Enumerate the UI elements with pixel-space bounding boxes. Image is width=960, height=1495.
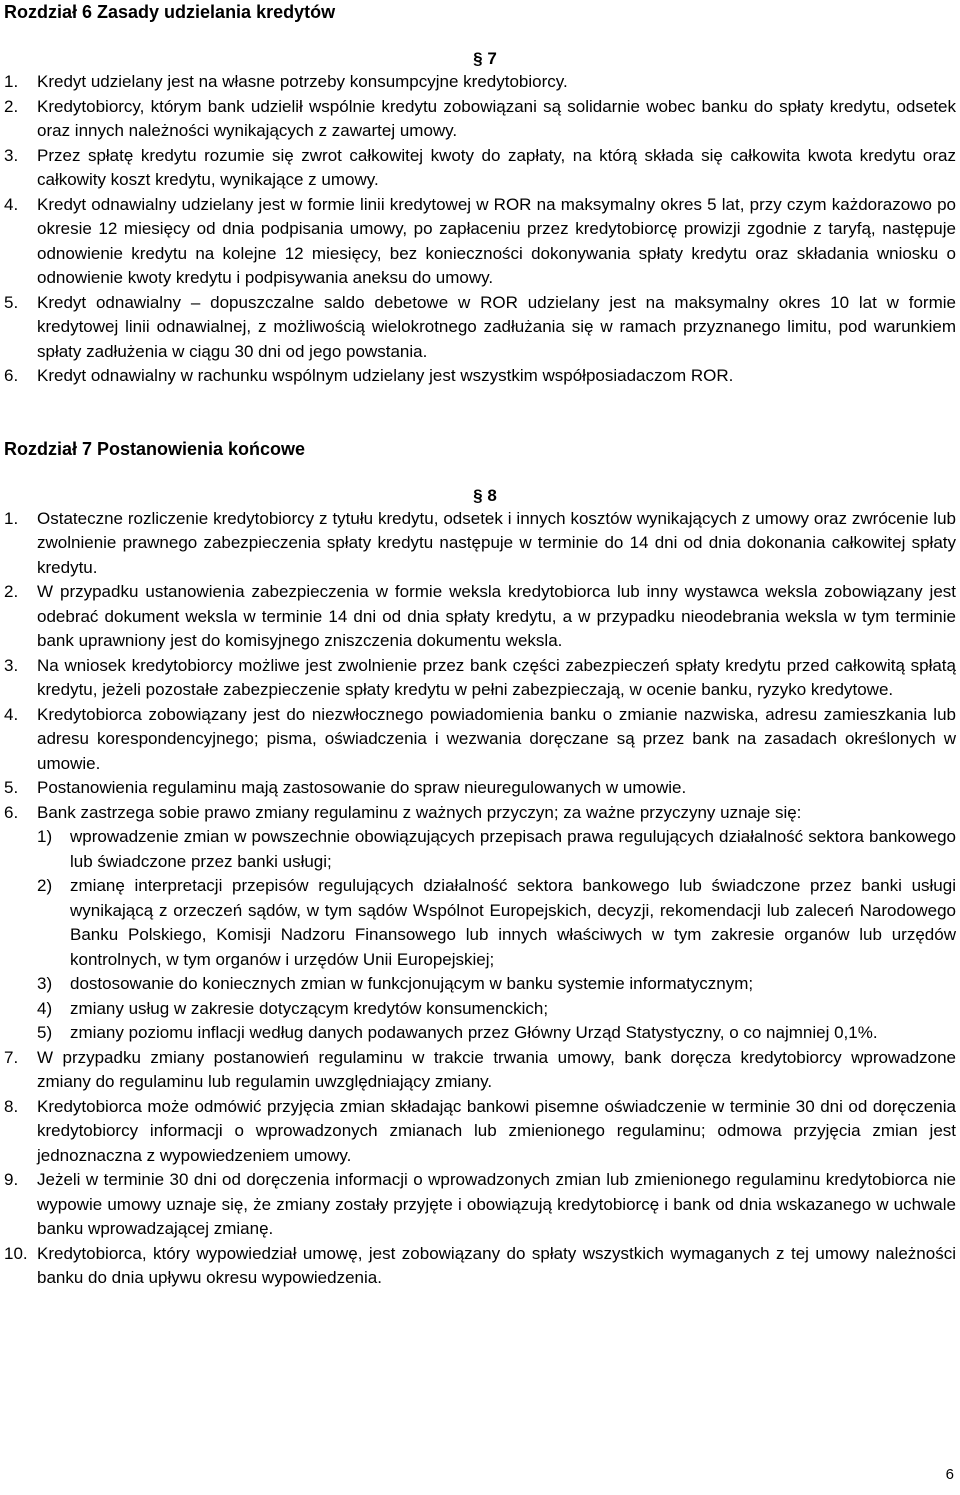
clause-text: Przez spłatę kredytu rozumie się zwrot całkowitej kwoty do zapłaty, na którą składa się całkowita kwota kredytu oraz całkowity koszt kredytu, wynikające z umowy. xyxy=(37,145,956,189)
section-7-number xyxy=(4,48,956,70)
chapter-7-title: Rozdział 7 Postanowienia końcowe xyxy=(4,438,306,459)
section-sign: § xyxy=(473,485,488,505)
clause-number: 5. xyxy=(4,292,19,312)
reason-item xyxy=(37,1021,956,1046)
clause-text: W przypadku ustanowienia zabezpieczenia w formie weksla kredytobiorca lub inny wystawca weksla zobowiązany jest odebrać dokument weksla w terminie 14 dni od dnia spłaty kredytu, a w przypadku nieodebrania weksla w tym terminie bank uprawniony jest do komisyjnego zniszczenia dokumentu weksla. xyxy=(37,582,956,650)
clause-7-7 xyxy=(4,1046,956,1095)
reason-text: zmiany usług w zakresie dotyczącym kredytów konsumenckich; xyxy=(70,998,549,1018)
clause-7-4 xyxy=(4,703,956,777)
chapter-7-clauses xyxy=(4,507,956,1291)
reason-number: 2) xyxy=(37,876,53,895)
reason-text: wprowadzenie zmian w powszechnie obowiązujących przepisach prawa regulujących działalność sektora bankowego lub świadczone przez banki usługi; xyxy=(70,827,956,871)
clause-number: 8. xyxy=(4,1096,19,1116)
clause-number: 5. xyxy=(4,778,19,797)
clause-6-2 xyxy=(4,95,956,144)
clause-text: Kredytobiorca może odmówić przyjęcia zmian składając bankowi pisemne oświadczenie w terminie 30 dni od doręczenia kredytobiorcy informacji o wprowadzonych zmianach lub zmienionego regulaminu; odmowa przyjęcia zmian jest jednoznaczna z wypowiedzeniem umowy. xyxy=(37,1096,956,1165)
clause-7-3 xyxy=(4,654,956,703)
clause-7-1 xyxy=(4,507,956,581)
chapter-6-clauses xyxy=(4,70,956,389)
clause-text: Kredytobiorca, który wypowiedział umowę, jest zobowiązany do spłaty wszystkich wymaganych z tej umowy należności banku do dnia upływu okresu wypowiedzenia. xyxy=(37,1243,956,1287)
clause-7-5 xyxy=(4,776,956,801)
clause-number: 4. xyxy=(4,704,19,724)
clause-text: Ostateczne rozliczenie kredytobiorcy z tytułu kredytu, odsetek i innych kosztów wynikających z umowy oraz zwrócenie lub zwolnienie prawnego zabezpieczenia spłaty kredytu następuje w terminie do 14 dni od dnia dokonania całkowitej spłaty kredytu. xyxy=(37,508,956,577)
section-8-number xyxy=(4,485,956,507)
reason-text: dostosowanie do koniecznych zmian w funkcjonującym w banku systemie informatycznym; xyxy=(70,974,754,993)
reason-text: zmianę interpretacji przepisów regulujących działalność sektora bankowego lub świadczone przez banki usługi wynikającą z orzeczeń sądów, w tym sądów Wspólnot Europejskich, decyzji, rekomendacji lub zaleceń Narodowego Banku Polskiego, Komisji Nadzoru Finansowego lub innych właściwych w tym zakresie organów lub urzędów kontrolnych, w tym organów i urzędów Unii Europejskiej; xyxy=(70,876,956,969)
reason-item xyxy=(37,874,956,972)
clause-text: Kredytobiorcy, którym bank udzielił wspólnie kredytu zobowiązani są solidarnie wobec banku do spłaty kredytu, odsetek oraz innych należności wynikających z zawartej umowy. xyxy=(37,96,956,140)
clause-text: Jeżeli w terminie 30 dni od doręczenia informacji o wprowadzonych zmian lub zmienionego regulaminu kredytobiorca nie wypowie umowy uznaje się, że zmiany zostały przyjęte i obowiązują kredytobiorcę i bank od dnia wskazanego w uchwale banku wprowadzającej zmianę. xyxy=(37,1170,956,1238)
clause-6-3 xyxy=(4,144,956,193)
clause-6-6 xyxy=(4,364,956,389)
clause-7-8 xyxy=(4,1095,956,1169)
clause-text: Kredyt udzielany jest na własne potrzeby konsumpcyjne kredytobiorcy. xyxy=(37,72,568,91)
clause-number: 10. xyxy=(4,1243,28,1263)
reason-number: 5) xyxy=(37,1023,53,1042)
clause-6-5 xyxy=(4,291,956,365)
reason-item xyxy=(37,825,956,874)
clause-text: Bank zastrzega sobie prawo zmiany regulaminu z ważnych przyczyn; za ważne przyczyny uznaje się: xyxy=(37,802,802,822)
clause-number: 1. xyxy=(4,508,19,528)
clause-6-4 xyxy=(4,193,956,291)
section-number-value: 7 xyxy=(487,49,497,68)
clause-number: 6. xyxy=(4,802,19,822)
clause-7-2 xyxy=(4,580,956,654)
section-sign: § xyxy=(473,49,488,68)
reason-number: 1) xyxy=(37,827,53,846)
clause-number: 7. xyxy=(4,1047,19,1067)
reason-item xyxy=(37,972,956,997)
reason-number: 4) xyxy=(37,998,53,1018)
clause-number: 2. xyxy=(4,582,19,601)
clause-number: 6. xyxy=(4,366,19,385)
clause-text: Kredyt odnawialny udzielany jest w formie linii kredytowej w ROR na maksymalny okres 5 lat, przy czym każdorazowo po okresie 12 miesięcy od dnia podpisania umowy, po zapłaceniu przez kredytobiorcę prowizji zgodnie z taryfą, następuje odnowienie kredytu na kolejne 12 miesięcy, bez konieczności dokonywania spłaty kredytu oraz składania wniosku o odnowienie kwoty kredytu i podpisywania aneksu do umowy. xyxy=(37,194,956,287)
clause-number: 3. xyxy=(4,145,19,165)
page-number: 6 xyxy=(945,1466,954,1483)
clause-7-10 xyxy=(4,1242,956,1291)
clause-number: 2. xyxy=(4,96,19,116)
clause-6-1 xyxy=(4,70,956,95)
reason-text: zmiany poziomu inflacji według danych podawanych przez Główny Urząd Statystyczny, o co najmniej 0,1%. xyxy=(70,1023,878,1042)
reasons-list xyxy=(37,825,956,1046)
clause-text: Kredyt odnawialny – dopuszczalne saldo debetowe w ROR udzielany jest na maksymalny okres 10 lat w formie kredytowej linii odnawialnej, z możliwością wielokrotnego zadłużania się w ramach przyznanego limitu, pod warunkiem spłaty zadłużenia w ciągu 30 dni od jego powstania. xyxy=(37,292,956,361)
clause-text: Postanowienia regulaminu mają zastosowanie do spraw nieuregulowanych w umowie. xyxy=(37,778,687,797)
clause-number: 9. xyxy=(4,1170,19,1189)
reason-number: 3) xyxy=(37,974,53,993)
clause-number: 3. xyxy=(4,655,19,675)
clause-number: 1. xyxy=(4,72,19,91)
section-number-value: 8 xyxy=(487,485,497,505)
clause-text: Kredyt odnawialny w rachunku wspólnym udzielany jest wszystkim współposiadaczom ROR. xyxy=(37,366,734,385)
reason-item xyxy=(37,997,956,1022)
clause-text: Na wniosek kredytobiorcy możliwe jest zwolnienie przez bank części zabezpieczeń spłaty kredytu przed całkowitą spłatą kredytu, jeżeli pozostałe zabezpieczenie spłaty kredytu w pełni zabezpieczają, w ocenie banku, ryzyko kredytowe. xyxy=(37,655,956,699)
chapter-6-title: Rozdział 6 Zasady udzielania kredytów xyxy=(4,2,336,22)
clause-7-9 xyxy=(4,1168,956,1242)
clause-text: Kredytobiorca zobowiązany jest do niezwłocznego powiadomienia banku o zmianie nazwiska, adresu zamieszkania lub adresu korespondencyjnego; pisma, oświadczenia i wezwania doręczane są przez bank na zasadach określonych w umowie. xyxy=(37,704,956,773)
clause-number: 4. xyxy=(4,194,19,214)
clause-text: W przypadku zmiany postanowień regulaminu w trakcie trwania umowy, bank doręcza kredytobiorcy wprowadzone zmiany do regulaminu lub regulamin uwzględniający zmiany. xyxy=(37,1047,956,1091)
clause-7-6 xyxy=(4,801,956,1046)
